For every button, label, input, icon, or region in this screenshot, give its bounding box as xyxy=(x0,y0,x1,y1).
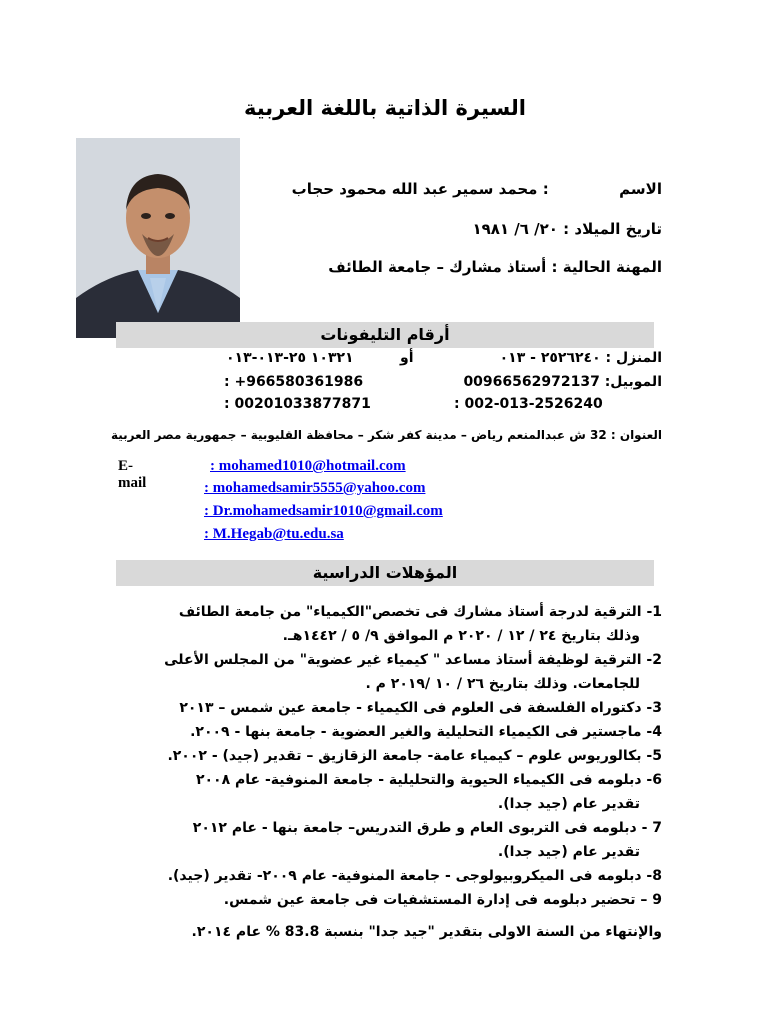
landline-phone-alt: : 00201033877871 xyxy=(224,396,371,412)
qualification-item-2-cont: للجامعات. وذلك بتاريخ ٢٦ / ١٠ /٢٠١٩ م . xyxy=(365,676,640,692)
qualification-item-1-cont: وذلك بتاريخ ٢٤ / ١٢ / ٢٠٢٠ م الموافق ٩/ ٥ / ١٤٤٢هـ. xyxy=(282,628,640,644)
mobile-phone-alt: : +966580361986 xyxy=(224,374,364,390)
phone-or: أو xyxy=(400,350,414,366)
name-value: : محمد سمير عبد الله محمود حجاب xyxy=(291,180,549,198)
address: العنوان : 32 ش عبدالمنعم رياض – مدينة كفر شكر – محافظة القليوبية – جمهورية مصر العربية xyxy=(110,428,662,442)
qualification-item-1: 1- الترقية لدرجة أستاذ مشارك فى تخصص"الكيمياء" من جامعة الطائف xyxy=(178,604,662,620)
page-title: السيرة الذاتية باللغة العربية xyxy=(243,96,527,120)
person-portrait-icon xyxy=(76,138,240,338)
email-hotmail[interactable]: : mohamed1010@hotmail.com xyxy=(210,458,406,474)
qualification-item-6-cont: تقدير عام (جيد جدا). xyxy=(497,796,640,812)
qualifications-list xyxy=(102,600,662,944)
qualification-item-6: 6- دبلومه فى الكيمياء الحيوية والتحليلية - جامعة المنوفية- عام ٢٠٠٨ xyxy=(195,772,662,788)
email-yahoo[interactable]: : mohamedsamir5555@yahoo.com xyxy=(204,480,426,496)
qualification-closing: والإنتهاء من السنة الاولى بتقدير "جيد جدا" بنسبة 83.8 % عام ٢٠١٤. xyxy=(191,924,662,940)
mobile-phone: الموبيل: 00966562972137 xyxy=(463,374,662,390)
qualification-item-2: 2- الترقية لوظيفة أستاذ مساعد " كيمياء غير عضوية" من المجلس الأعلى xyxy=(164,652,662,668)
qualification-item-7-cont: تقدير عام (جيد جدا). xyxy=(497,844,640,860)
name-label: الاسم xyxy=(619,180,662,198)
qualification-item-7: 7 - دبلومه فى التربوى العام و طرق التدريس– جامعة بنها - عام ٢٠١٢ xyxy=(192,820,662,836)
phones-heading: أرقام التليفونات xyxy=(116,322,654,348)
qualifications-heading: المؤهلات الدراسية xyxy=(116,560,654,586)
landline-phone: : 002-013-2526240 xyxy=(454,396,603,412)
email-label: E-mail xyxy=(118,458,147,491)
qualification-item-3: 3- دكتوراه الفلسفة فى العلوم فى الكيمياء - جامعة عين شمس – ٢٠١٣ xyxy=(179,700,662,716)
email-gmail[interactable]: : Dr.mohamedsamir1010@gmail.com xyxy=(204,503,443,519)
profile-photo xyxy=(76,138,240,338)
date-of-birth: تاريخ الميلاد : ٢٠/ ٦/ ١٩٨١ xyxy=(472,220,662,238)
qualification-item-4: 4- ماجستير فى الكيمياء التحليلية والغير العضوية - جامعة بنها - ٢٠٠٩. xyxy=(190,724,662,740)
current-job: المهنة الحالية : أستاذ مشارك – جامعة الطائف xyxy=(328,258,662,276)
qualification-item-9: 9 – تحضير دبلومه فى إدارة المستشفيات فى جامعة عين شمس. xyxy=(223,892,662,908)
qualification-item-8: 8- دبلومه فى الميكروبيولوجى - جامعة المنوفية- عام ٢٠٠٩- تقدير (جيد). xyxy=(167,868,662,884)
email-university[interactable]: : M.Hegab@tu.edu.sa xyxy=(204,526,344,542)
home-phone-alt: ١٠٣٢١ ٢٥-٠١٣-٠١٣ xyxy=(226,350,354,366)
qualification-item-5: 5- بكالوريوس علوم – كيمياء عامة- جامعة الزقازيق – تقدير (جيد) - ٢٠٠٢. xyxy=(167,748,662,764)
name-row xyxy=(292,180,662,198)
home-phone: المنزل : ٢٥٢٦٢٤٠ - ٠١٣ xyxy=(499,350,662,366)
